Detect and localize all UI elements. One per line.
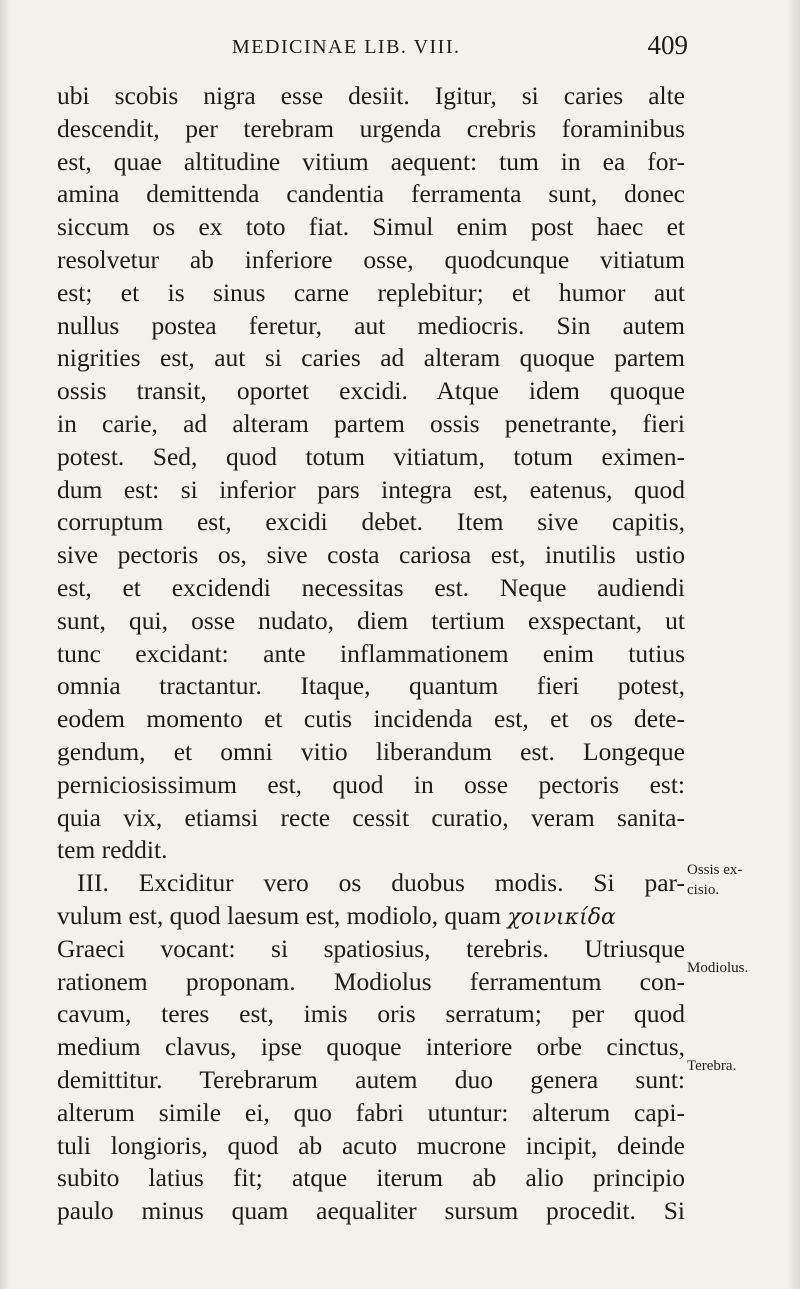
page-edge-left [0, 0, 10, 1289]
margin-note-modiolus: Modiolus. [687, 960, 749, 976]
greek-term: χοινικίδα [507, 904, 616, 930]
text-line: nullus postea feretur, aut mediocris. Sin autem [57, 310, 685, 340]
text-line: medium clavus, ipse quoque interiore orbe cinctus, [57, 1032, 685, 1062]
text-line: amina demittenda candentia ferramenta sunt, donec [57, 179, 685, 209]
text-line: alterum simile ei, quo fabri utuntur: alterum capi- [57, 1097, 685, 1127]
text-line: corruptum est, excidi debet. Item sive capitis, [57, 507, 685, 537]
page-number: 409 [647, 30, 688, 60]
text-line: rationem proponam. Modiolus ferramentum con- [57, 966, 685, 996]
text-fragment: vulum est, quod laesum est, modiolo, quam [57, 900, 502, 930]
text-line: eodem momento et cutis incidenda est, et os dete- [57, 704, 685, 734]
text-line: tuli longioris, quod ab acuto mucrone incipit, deinde [57, 1130, 685, 1160]
text-line: tem reddit. [57, 835, 168, 865]
margin-note-ossis-excisio-2: cisio. [687, 882, 720, 898]
text-line: in carie, ad alteram partem ossis penetrante, fieri [57, 408, 685, 438]
text-line: Graeci vocant: si spatiosius, terebris. Utriusque [57, 933, 685, 963]
text-line: demittitur. Terebrarum autem duo genera sunt: [57, 1064, 685, 1094]
text-line: est; et is sinus carne replebitur; et humor aut [57, 277, 685, 307]
text-line: subito latius fit; atque iterum ab alio principio [57, 1163, 685, 1193]
text-line: perniciosissimum est, quod in osse pectoris est: [57, 769, 685, 799]
text-line: cavum, teres est, imis oris serratum; per quod [57, 999, 685, 1029]
text-line: est, et excidendi necessitas est. Neque audiendi [57, 572, 685, 602]
text-line: ubi scobis nigra esse desiit. Igitur, si caries alte [57, 81, 685, 110]
text-line: descendit, per terebram urgenda crebris foraminibus [57, 113, 685, 143]
text-line: paulo minus quam aequaliter sursum procedit. Si [57, 1196, 685, 1226]
main-text [57, 80, 685, 1228]
running-head [232, 30, 688, 64]
text-line: quia vix, etiamsi recte cessit curatio, veram sanita- [57, 802, 685, 832]
text-line: est, quae altitudine vitium aequent: tum in ea for- [57, 146, 685, 176]
margin-note-terebra: Terebra. [687, 1058, 737, 1074]
text-line: resolvetur ab inferiore osse, quodcunque vitiatum [57, 244, 685, 274]
text-line: sunt, qui, osse nudato, diem tertium exspectant, ut [57, 605, 685, 635]
page-edge-right [788, 0, 800, 1289]
text-line: omnia tractantur. Itaque, quantum fieri potest, [57, 671, 685, 701]
text-line: gendum, et omni vitio liberandum est. Longeque [57, 736, 685, 766]
margin-note-ossis-excisio-1: Ossis ex- [687, 862, 743, 878]
text-line: potest. Sed, quod totum vitiatum, totum eximen- [57, 441, 685, 471]
text-line-with-greek [57, 900, 685, 933]
section-iii-heading-line: III. Exciditur vero os duobus modis. Si par- [77, 868, 685, 898]
text-line: nigrities est, aut si caries ad alteram quoque partem [57, 343, 685, 373]
running-title: MEDICINAE LIB. VIII. [232, 36, 461, 58]
text-line: siccum os ex toto fiat. Simul enim post haec et [57, 212, 685, 242]
text-line: tunc excidant: ante inflammationem enim tutius [57, 638, 685, 668]
text-line: dum est: si inferior pars integra est, eatenus, quod [57, 474, 685, 504]
text-line: ossis transit, oportet excidi. Atque idem quoque [57, 376, 685, 406]
text-line: sive pectoris os, sive costa cariosa est, inutilis ustio [57, 540, 685, 570]
